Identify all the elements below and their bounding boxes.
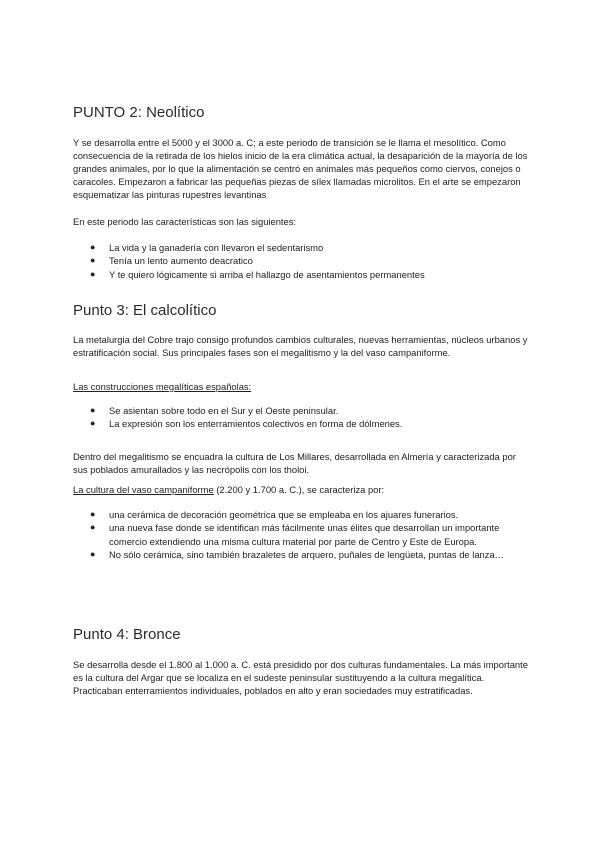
section-title-neolitico: PUNTO 2: Neolítico (73, 104, 205, 121)
section2-bullet-list-2 (73, 508, 533, 562)
section1-paragraph: Y se desarrolla entre el 5000 y el 3000 a. C; a este periodo de transición se le llama el mesolítico. Como consecuencia de la retirada de los hielos inicio de la era climática actual, la desaparición de la mayoría de los grandes animales, por lo que la alimentación se centró en animales más pequeños como ciervos, conejos o caracoles. Empezaron a fabricar las pequeñas piezas de sílex llamadas microlitos. En el arte se empezaron esquematizar las pinturas rupestres levantinas (73, 137, 528, 200)
bullet-icon: ● (90, 268, 96, 279)
section2-subheading2-rest: (2.200 y 1.700 a. C.), se caracteriza por: (216, 484, 385, 495)
bullet-icon: ● (90, 509, 96, 519)
bullet-icon: ● (90, 405, 96, 415)
section2-bullet-list (73, 404, 533, 431)
section2-subheading2-line (73, 483, 533, 496)
bullet-icon: ● (90, 242, 96, 252)
list-item: ● una nueva fase donde se identifican más fácilmente unas élites que desarrollan un importante comercio extendiendo una misma cultura material por parte de Centro y Este de Europa. (90, 522, 500, 547)
section-title-bronce: Punto 4: Bronce (73, 626, 181, 643)
list-item: ● No sólo cerámica, sino también brazaletes de arquero, puñales de lengüeta, puntas de lanza… (90, 549, 505, 561)
section1-intro: En este periodo las características son las siguientes: (73, 216, 297, 227)
list-item: ● Se asientan sobre todo en el Sur y el Oeste peninsular. (90, 405, 339, 416)
list-item: ● Tenía un lento aumento deacratico (90, 255, 253, 267)
section2-paragraph: La metalurgia del Cobre trajo consigo profundos cambios culturales, nuevas herramientas, núcleos urbanos y estratificación social. Sus principales fases son el megalitismo y la del vaso campaniforme. (73, 334, 528, 358)
list-item: ● una cerámica de decoración geométrica que se empleaba en los ajuares funerarios. (90, 509, 459, 520)
section1-bullet-list (73, 241, 533, 281)
bullet-icon: ● (90, 255, 96, 266)
bullet-icon: ● (90, 522, 96, 533)
list-item: ● La vida y la ganadería con llevaron el sedentarismo (90, 242, 324, 253)
list-item: ● La expresión son los enterramientos colectivos en forma de dólmenes. (90, 418, 403, 430)
section-title-calcolitico: Punto 3: El calcolítico (73, 302, 217, 319)
bullet-icon: ● (90, 549, 96, 560)
bullet-icon: ● (90, 418, 96, 429)
section2-subheading: Las construcciones megalíticas españolas: (73, 381, 252, 392)
section3-paragraph: Se desarrolla desde el 1.800 al 1.000 a. C. está presidido por dos culturas fundamentales. La más importante es la cultura del Argar que se localiza en el sudeste peninsular sustituyendo a la cultura megalítica. Practicaban enterramientos individuales, poblados en alto y eran sociedades muy estratificadas. (73, 659, 528, 696)
list-item: ● Y te quiero lógicamente si arriba el hallazgo de asentamientos permanentes (90, 268, 425, 280)
section2-paragraph2: Dentro del megalitismo se encuadra la cultura de Los Millares, desarrollada en Almería y caracterizada por sus poblados amurallados y las necrópolis con los tholoi. (73, 451, 516, 475)
section2-subheading2: La cultura del vaso campaniforme (73, 484, 214, 495)
